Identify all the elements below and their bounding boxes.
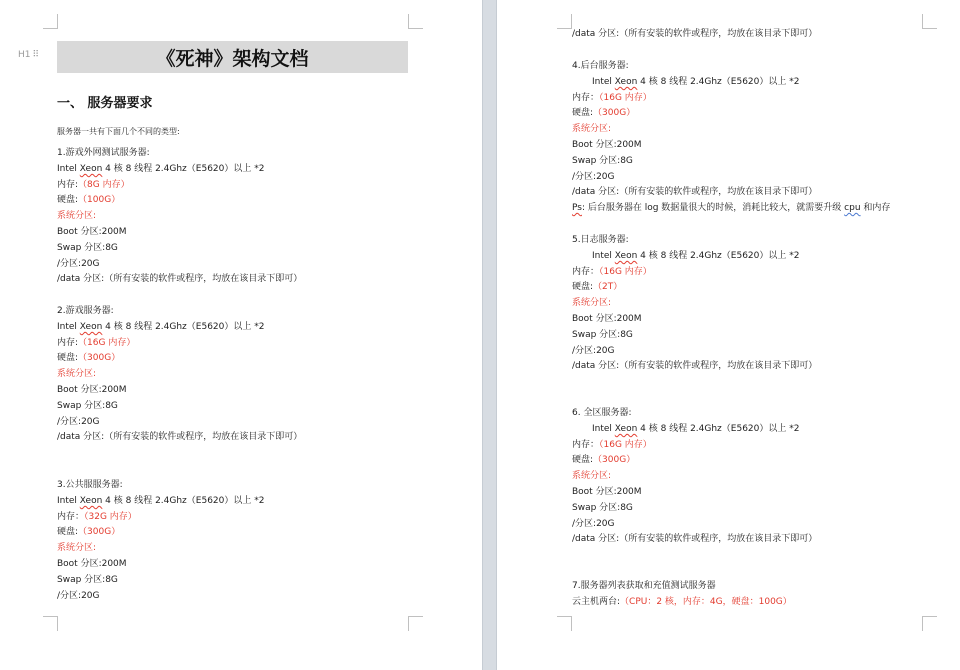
server-block-3	[57, 478, 457, 604]
ps-text-end: 和内存	[860, 203, 891, 214]
page-corner-mark	[557, 616, 572, 631]
memory-value: （8G 内存）	[78, 179, 130, 190]
disk-spec	[572, 106, 952, 122]
cpu-spec	[57, 162, 457, 178]
root-partition: /分区:20G	[57, 258, 100, 269]
root-partition: /分区:20G	[572, 171, 615, 182]
root-partition: /分区:20G	[572, 518, 615, 529]
ps-cpu-word: cpu	[844, 203, 861, 214]
swap-partition: Swap 分区:8G	[57, 242, 118, 253]
ps-text: : 后台服务器在 log 数据量很大的时候，消耗比较大，就需要升级	[581, 203, 845, 214]
server-title: 2.游戏服务器:	[57, 306, 114, 316]
page-corner-mark	[408, 14, 423, 29]
memory-label: 内存：	[572, 439, 600, 450]
disk-label: 硬盘:	[57, 353, 79, 364]
page-gap	[482, 0, 497, 670]
disk-label: 硬盘:	[572, 282, 594, 293]
memory-spec	[57, 336, 457, 352]
server-title: 7.服务器列表获取和充值测试服务器	[572, 581, 716, 591]
cloud-host-spec	[572, 595, 952, 611]
cloud-host-value: （CPU：2 核，内存：4G，硬盘：100G）	[620, 596, 792, 607]
system-partition-label: 系统分区:	[57, 211, 97, 222]
page-corner-mark	[43, 616, 58, 631]
server-block-3-continued	[572, 27, 952, 43]
server-block-6	[572, 406, 952, 548]
disk-value: （300G）	[593, 108, 636, 119]
cpu-model: Xeon	[614, 76, 638, 87]
cpu-detail: 4 核 8 线程 2.4Ghz（E5620）以上 *2	[637, 250, 800, 261]
system-partition-label: 系统分区:	[572, 298, 612, 309]
server-block-1	[57, 146, 457, 288]
cpu-model: Xeon	[79, 163, 103, 174]
memory-spec	[572, 91, 952, 107]
swap-partition: Swap 分区:8G	[572, 502, 633, 513]
cpu-spec	[572, 249, 952, 265]
page-corner-mark	[922, 616, 937, 631]
system-partition-label: 系统分区:	[57, 543, 97, 554]
memory-value: （16G 内存）	[599, 266, 652, 277]
section-title: 一、 服务器要求	[57, 96, 153, 111]
data-partition: /data 分区:（所有安装的软件或程序，均放在该目录下即可）	[572, 361, 818, 372]
cpu-prefix: Intel	[57, 163, 80, 174]
cpu-model: Xeon	[79, 495, 103, 506]
cpu-detail: 4 核 8 线程 2.4Ghz（E5620）以上 *2	[102, 495, 265, 506]
disk-label: 硬盘:	[57, 195, 79, 206]
root-partition: /分区:20G	[57, 416, 100, 427]
server-block-2	[57, 304, 457, 446]
memory-spec	[572, 265, 952, 281]
swap-partition: Swap 分区:8G	[572, 155, 633, 166]
cpu-spec	[572, 422, 952, 438]
data-partition: /data 分区:（所有安装的软件或程序，均放在该目录下即可）	[572, 534, 818, 545]
cpu-model: Xeon	[614, 423, 638, 434]
swap-partition: Swap 分区:8G	[57, 400, 118, 411]
boot-partition: Boot 分区:200M	[57, 226, 127, 237]
server-title: 1.游戏外网测试服务器:	[57, 148, 150, 158]
memory-spec	[57, 178, 457, 194]
system-partition-label: 系统分区:	[572, 124, 612, 135]
cpu-prefix: Intel	[57, 495, 80, 506]
disk-value: （2T）	[593, 282, 623, 293]
memory-spec	[57, 510, 457, 526]
system-partition-label: 系统分区:	[57, 369, 97, 380]
cloud-host-label: 云主机两台:	[572, 596, 621, 607]
disk-spec	[572, 280, 952, 296]
server-title: 3.公共服服务器:	[57, 480, 123, 490]
boot-partition: Boot 分区:200M	[57, 558, 127, 569]
memory-label: 内存：	[57, 511, 85, 522]
memory-label: 内存：	[572, 266, 600, 277]
memory-value: （32G 内存）	[84, 511, 137, 522]
document-page-right	[497, 0, 960, 670]
disk-label: 硬盘:	[572, 455, 594, 466]
cpu-prefix: Intel	[592, 250, 615, 261]
disk-spec	[57, 351, 457, 367]
disk-value: （300G）	[78, 527, 121, 538]
heading-level-label: H1	[18, 50, 31, 60]
system-partition-label: 系统分区:	[572, 471, 612, 482]
server-title: 5.日志服务器:	[572, 235, 629, 245]
cpu-detail: 4 核 8 线程 2.4Ghz（E5620）以上 *2	[102, 321, 265, 332]
disk-label: 硬盘:	[57, 527, 79, 538]
page-corner-mark	[557, 14, 572, 29]
disk-label: 硬盘:	[572, 108, 594, 119]
boot-partition: Boot 分区:200M	[572, 139, 642, 150]
memory-label: 内存:	[57, 179, 79, 190]
memory-value: （16G 内存）	[78, 337, 136, 348]
cpu-spec	[57, 320, 457, 336]
cpu-model: Xeon	[614, 250, 638, 261]
memory-label: 内存:	[57, 337, 79, 348]
memory-label: 内存：	[572, 92, 600, 103]
cpu-detail: 4 核 8 线程 2.4Ghz（E5620）以上 *2	[102, 163, 265, 174]
swap-partition: Swap 分区:8G	[572, 329, 633, 340]
disk-value: （300G）	[593, 455, 636, 466]
ps-label: Ps	[572, 203, 582, 214]
data-partition: /data 分区:（所有安装的软件或程序，均放在该目录下即可）	[572, 187, 818, 198]
cpu-spec	[572, 75, 952, 91]
data-partition: /data 分区:（所有安装的软件或程序，均放在该目录下即可）	[572, 29, 818, 39]
memory-value: （16G 内存）	[599, 439, 652, 450]
server-title: 6. 全区服务器:	[572, 408, 632, 418]
cpu-model: Xeon	[79, 321, 103, 332]
data-partition: /data 分区:（所有安装的软件或程序，均放在该目录下即可）	[57, 432, 303, 443]
server-block-7	[572, 579, 952, 611]
server-title: 4.后台服务器:	[572, 61, 629, 71]
page-corner-mark	[408, 616, 423, 631]
server-block-4	[572, 59, 952, 217]
disk-spec	[57, 193, 457, 209]
disk-value: （300G）	[78, 353, 121, 364]
disk-spec	[572, 453, 952, 469]
cpu-spec	[57, 494, 457, 510]
ps-note	[572, 201, 952, 217]
root-partition: /分区:20G	[57, 590, 100, 601]
cpu-prefix: Intel	[592, 423, 615, 434]
heading-style-marker[interactable]	[18, 50, 39, 60]
cpu-detail: 4 核 8 线程 2.4Ghz（E5620）以上 *2	[637, 423, 800, 434]
cpu-prefix: Intel	[592, 76, 615, 87]
cpu-detail: 4 核 8 线程 2.4Ghz（E5620）以上 *2	[637, 76, 800, 87]
page-corner-mark	[43, 14, 58, 29]
document-title: 《死神》架构文档	[57, 41, 408, 73]
intro-text: 服务器一共有下面几个不同的类型:	[57, 127, 180, 136]
data-partition: /data 分区:（所有安装的软件或程序，均放在该目录下即可）	[57, 274, 303, 285]
disk-value: （100G）	[78, 195, 121, 206]
memory-value: （16G 内存）	[599, 92, 652, 103]
boot-partition: Boot 分区:200M	[572, 486, 642, 497]
cpu-prefix: Intel	[57, 321, 80, 332]
drag-handle-icon[interactable]: ⠿	[32, 50, 40, 60]
boot-partition: Boot 分区:200M	[572, 313, 642, 324]
memory-spec	[572, 438, 952, 454]
server-block-5	[572, 233, 952, 375]
boot-partition: Boot 分区:200M	[57, 384, 127, 395]
swap-partition: Swap 分区:8G	[57, 574, 118, 585]
root-partition: /分区:20G	[572, 345, 615, 356]
disk-spec	[57, 525, 457, 541]
